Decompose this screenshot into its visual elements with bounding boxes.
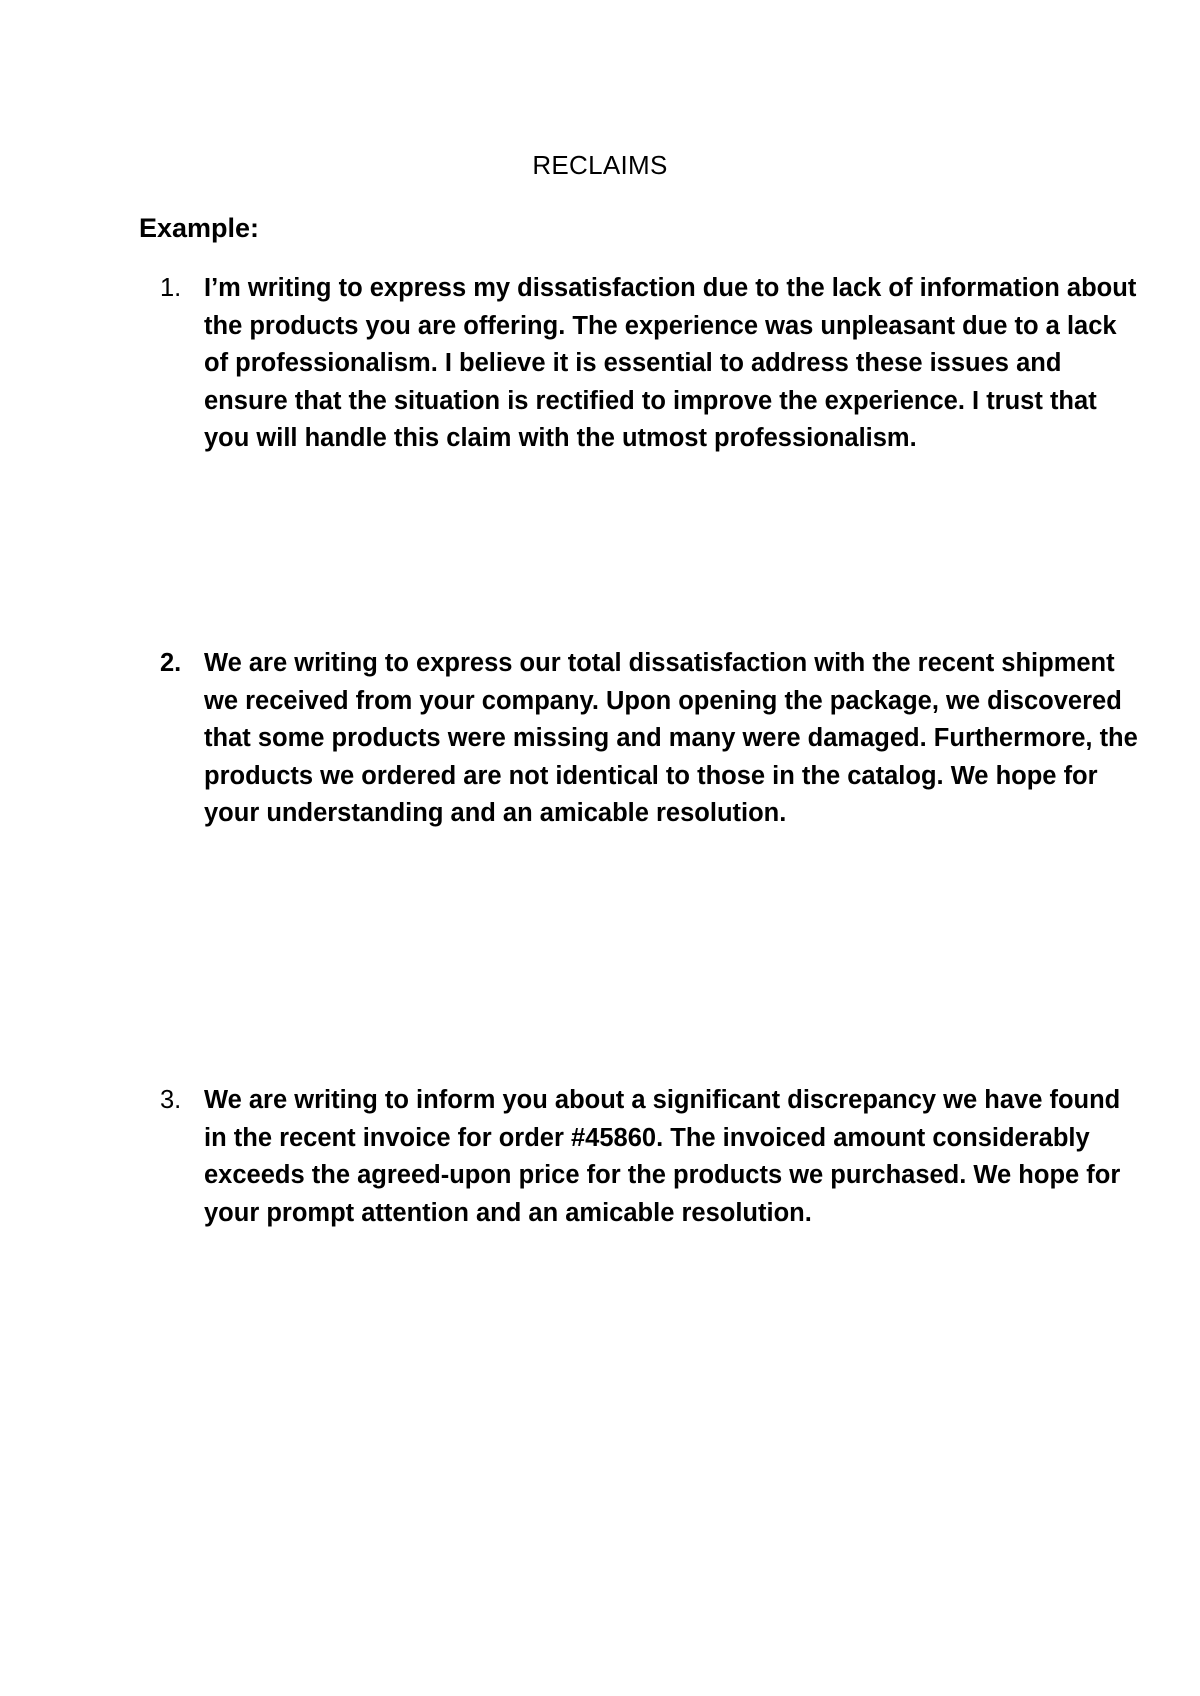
claim-text: We are writing to express our total dissatisfaction with the recent shipment we received from your company. Upon opening the package, we discovered that some products were missing and many were damaged. Furthermore, the products we ordered are not identical to those in the catalog. We hope for your understanding and an amicable resolution. bbox=[204, 649, 1138, 827]
claim-item-1 bbox=[160, 270, 1145, 458]
claim-text: I’m writing to express my dissatisfaction due to the lack of information about the products you are offering. The experience was unpleasant due to a lack of professionalism. I believe it is essential to address these issues and ensure that the situation is rectified to improve the experience. I trust that you will handle this claim with the utmost professionalism. bbox=[204, 274, 1137, 452]
claim-number: 1. bbox=[160, 274, 182, 302]
claim-number: 2. bbox=[160, 649, 182, 677]
claim-number: 3. bbox=[160, 1086, 182, 1114]
claim-item-2 bbox=[160, 645, 1145, 833]
claim-text: We are writing to inform you about a significant discrepancy we have found in the recent invoice for order #45860. The invoiced amount considerably exceeds the agreed-upon price for the products we purchased. We hope for your prompt attention and an amicable resolution. bbox=[204, 1086, 1121, 1227]
document-title: RECLAIMS bbox=[532, 150, 668, 180]
claim-item-3 bbox=[160, 1082, 1145, 1232]
example-label: Example: bbox=[139, 213, 260, 243]
